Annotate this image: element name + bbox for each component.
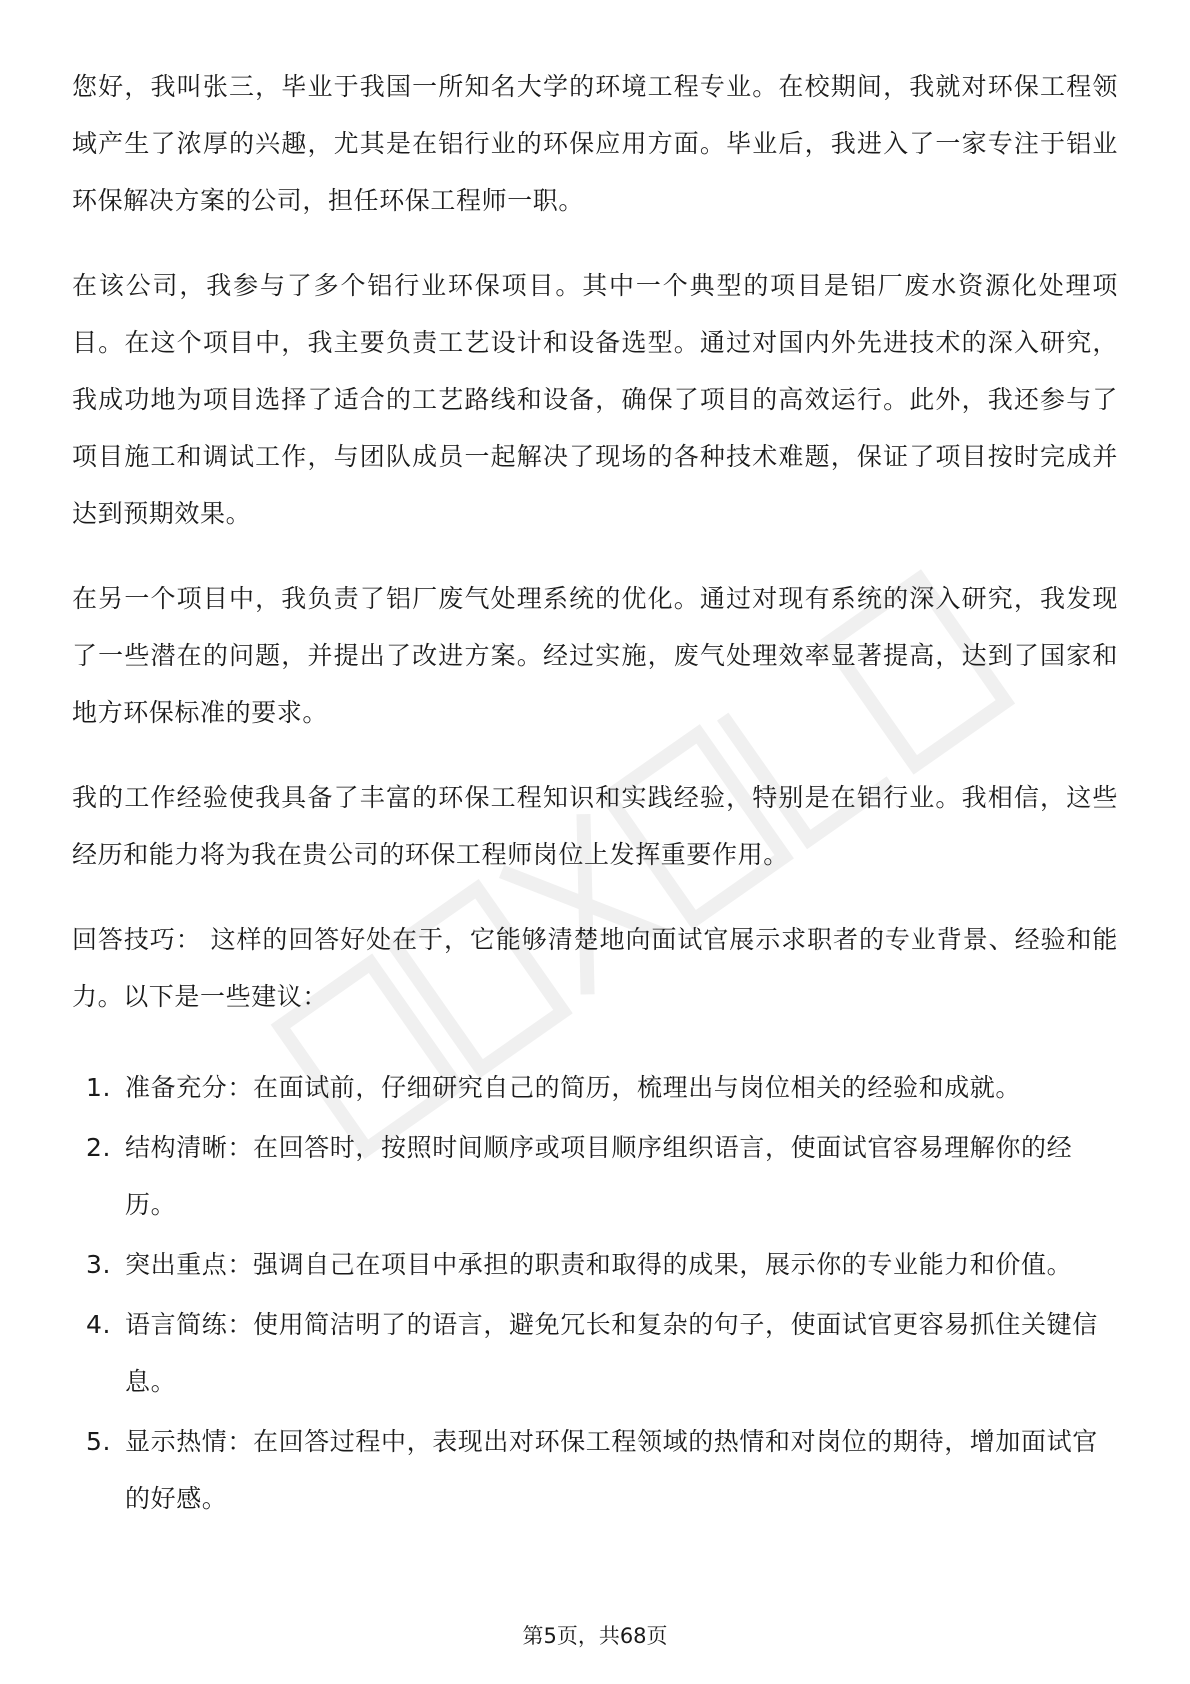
list-item	[72, 1059, 1118, 1116]
list-item	[72, 1413, 1118, 1527]
paragraph-summary: 我的工作经验使我具备了丰富的环保工程知识和实践经验，特别是在铝行业。我相信，这些经历和能力将为我在贵公司的环保工程师岗位上发挥重要作用。	[72, 783, 1118, 869]
page-number-footer: 第5页，共68页	[522, 1624, 668, 1648]
paragraph-intro: 您好，我叫张三，毕业于我国一所知名大学的环境工程专业。在校期间，我就对环保工程领域产生了浓厚的兴趣，尤其是在铝行业的环保应用方面。毕业后，我进入了一家专注于铝业环保解决方案的公司，担任环保工程师一职。	[72, 72, 1118, 215]
tips-list	[72, 1059, 1118, 1527]
list-item-number: 1.	[86, 1073, 112, 1102]
document-body	[72, 58, 1118, 1530]
list-item-text: 语言简练：使用简洁明了的语言，避免冗长和复杂的句子，使面试官更容易抓住关键信息。	[125, 1310, 1098, 1396]
tips-intro: 回答技巧： 这样的回答好处在于，它能够清楚地向面试官展示求职者的专业背景、经验和能力。以下是一些建议：	[72, 925, 1118, 1011]
paragraph-project-wastewater: 在该公司，我参与了多个铝行业环保项目。其中一个典型的项目是铝厂废水资源化处理项目。在这个项目中，我主要负责工艺设计和设备选型。通过对国内外先进技术的深入研究，我成功地为项目选择了适合的工艺路线和设备，确保了项目的高效运行。此外，我还参与了项目施工和调试工作，与团队成员一起解决了现场的各种技术难题，保证了项目按时完成并达到预期效果。	[72, 271, 1118, 528]
list-item-number: 2.	[86, 1133, 112, 1162]
list-item	[72, 1296, 1118, 1410]
list-item	[72, 1119, 1118, 1233]
list-item-text: 显示热情：在回答过程中，表现出对环保工程领域的热情和对岗位的期待，增加面试官的好感。	[125, 1427, 1098, 1513]
list-item-number: 5.	[86, 1427, 112, 1456]
list-item	[72, 1236, 1118, 1293]
list-item-text: 准备充分：在面试前，仔细研究自己的简历，梳理出与岗位相关的经验和成就。	[125, 1073, 1022, 1102]
list-item-text: 结构清晰：在回答时，按照时间顺序或项目顺序组织语言，使面试官容易理解你的经历。	[125, 1133, 1073, 1219]
list-item-number: 3.	[86, 1250, 112, 1279]
paragraph-project-exhaust: 在另一个项目中，我负责了铝厂废气处理系统的优化。通过对现有系统的深入研究，我发现了一些潜在的问题，并提出了改进方案。经过实施，废气处理效率显著提高，达到了国家和地方环保标准的要求。	[72, 584, 1118, 727]
list-item-text: 突出重点：强调自己在项目中承担的职责和取得的成果，展示你的专业能力和价值。	[125, 1250, 1073, 1279]
list-item-number: 4.	[86, 1310, 112, 1339]
